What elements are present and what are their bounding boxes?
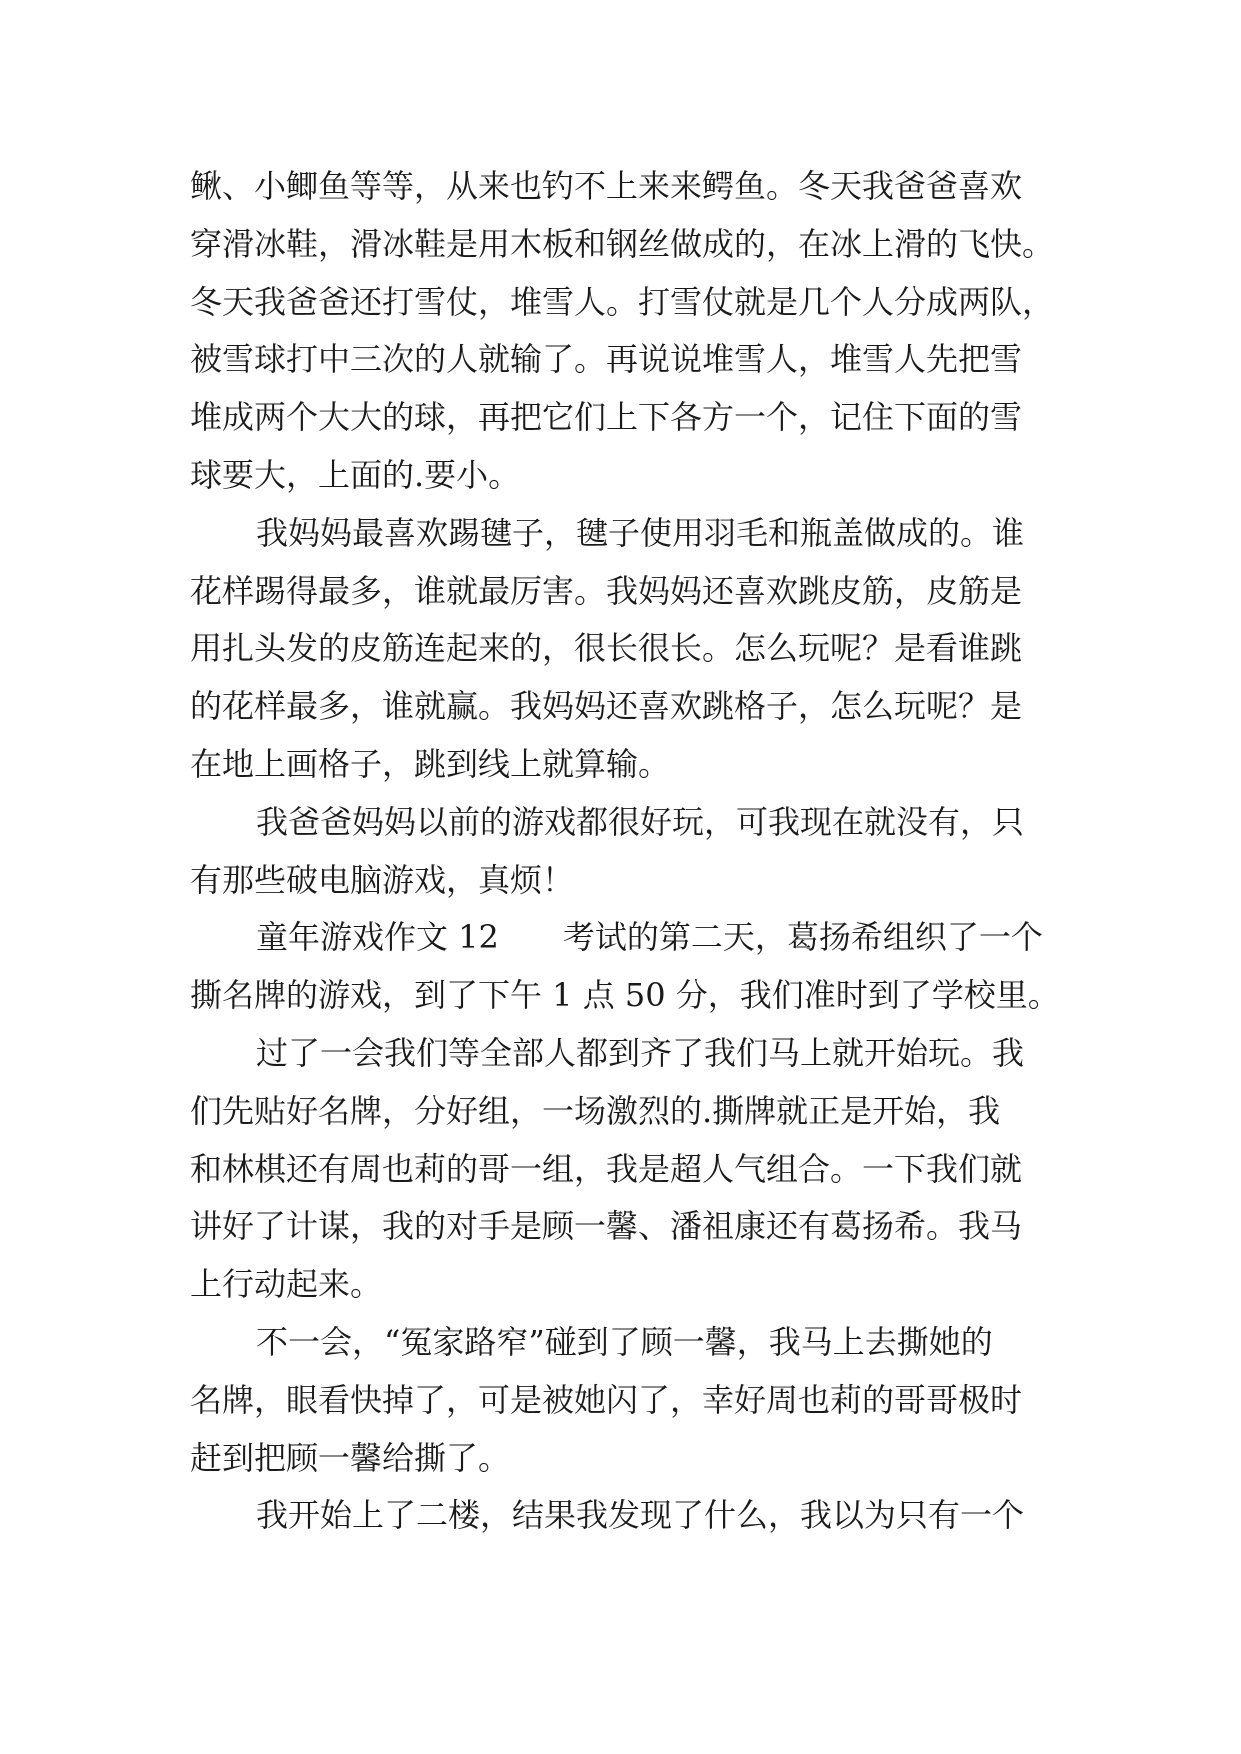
- text-line: 冬天我爸爸还打雪仗，堆雪人。打雪仗就是几个人分成两队，: [190, 282, 1055, 321]
- text-line: 名牌，眼看快掉了，可是被她闪了，幸好周也莉的哥哥极时: [190, 1380, 1023, 1419]
- text-line: 花样踢得最多，谁就最厉害。我妈妈还喜欢跳皮筋，皮筋是: [190, 571, 1023, 610]
- text-line: 球要大，上面的.要小。: [190, 455, 521, 494]
- text-line: 我开始上了二楼，结果我发现了什么，我以为只有一个: [256, 1496, 1025, 1535]
- text-line: 不一会，“冤家路窄”碰到了顾一馨，我马上去撕她的: [256, 1322, 993, 1361]
- text-line: 我爸爸妈妈以前的游戏都很好玩，可我现在就没有，只: [256, 802, 1025, 841]
- text-line: 过了一会我们等全部人都到齐了我们马上就开始玩。我: [256, 1033, 1025, 1072]
- text-line: 和林棋还有周也莉的哥一组，我是超人气组合。一下我们就: [190, 1149, 1023, 1188]
- text-line: 在地上画格子，跳到线上就算输。: [190, 744, 671, 783]
- text-line: 堆成两个大大的球，再把它们上下各方一个，记住下面的雪: [190, 398, 1023, 437]
- text-line: 讲好了计谋，我的对手是顾一馨、潘祖康还有葛扬希。我马: [190, 1207, 1023, 1246]
- text-line: 用扎头发的皮筋连起来的，很长很长。怎么玩呢？是看谁跳: [190, 629, 1023, 668]
- text-line: 童年游戏作文 12 考试的第二天，葛扬希组织了一个: [256, 918, 1043, 957]
- text-line: 我妈妈最喜欢踢毽子，毽子使用羽毛和瓶盖做成的。谁: [256, 513, 1025, 552]
- text-line: 上行动起来。: [190, 1265, 383, 1304]
- text-line: 赶到把顾一馨给撕了。: [190, 1438, 511, 1477]
- essay-body: [190, 158, 1070, 1545]
- text-line: 撕名牌的游戏，到了下午 1 点 50 分，我们准时到了学校里。: [190, 976, 1060, 1015]
- text-line: 被雪球打中三次的人就输了。再说说堆雪人，堆雪人先把雪: [190, 340, 1023, 379]
- text-line: 们先贴好名牌，分好组，一场激烈的.撕牌就正是开始，我: [190, 1091, 1001, 1130]
- text-line: 穿滑冰鞋，滑冰鞋是用木板和钢丝做成的，在冰上滑的飞快。: [190, 224, 1055, 263]
- text-line: 鳅、小鲫鱼等等，从来也钓不上来来鳄鱼。冬天我爸爸喜欢: [190, 167, 1023, 205]
- text-line: 的花样最多，谁就赢。我妈妈还喜欢跳格子，怎么玩呢？是: [190, 687, 1023, 726]
- text-line: 有那些破电脑游戏，真烦！: [190, 860, 575, 899]
